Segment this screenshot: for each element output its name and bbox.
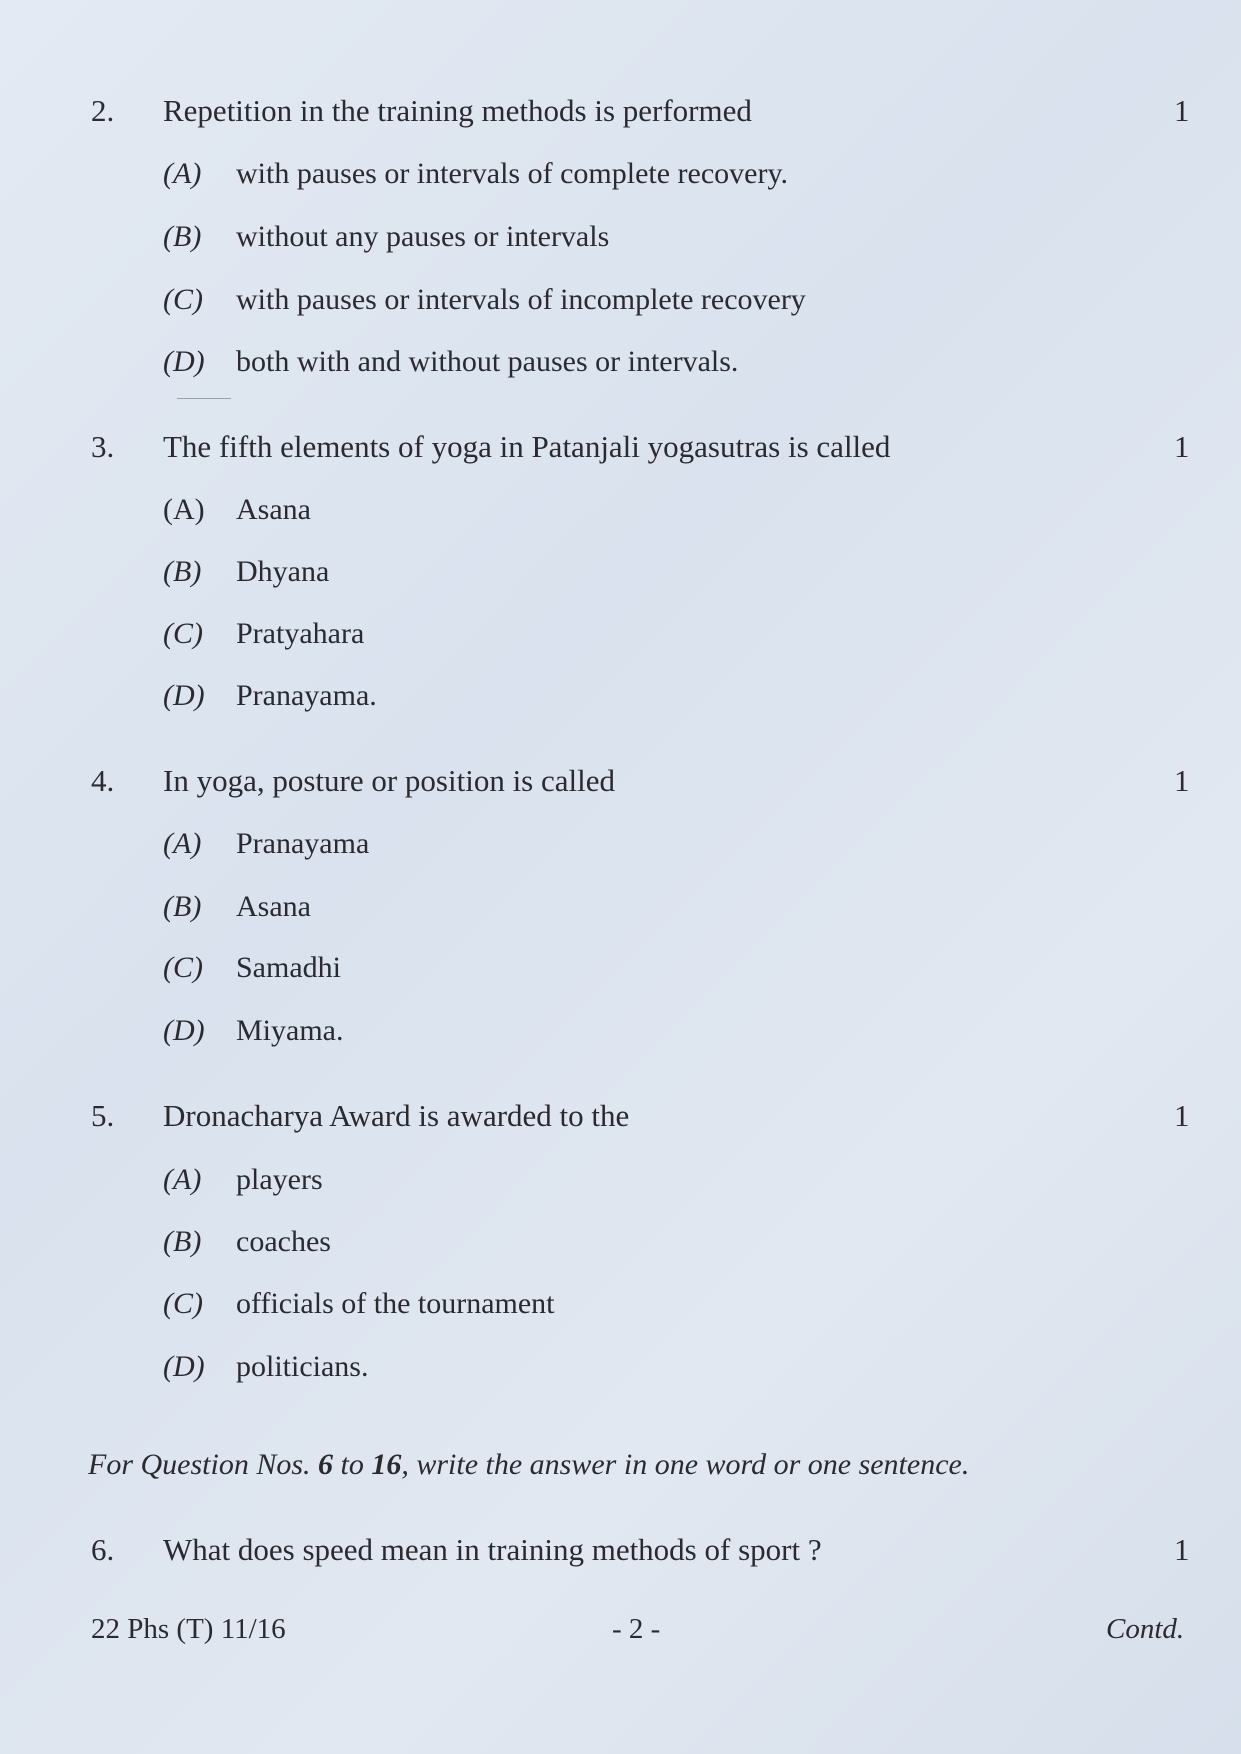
option-label: (B)	[163, 555, 202, 588]
option-text: Pranayama	[236, 827, 370, 860]
option-label: (A)	[163, 1163, 202, 1196]
question-number: 6.	[91, 1532, 115, 1567]
question-number: 5.	[91, 1098, 115, 1133]
option-text: both with and without pauses or intervals.	[236, 345, 739, 378]
option-text: coaches	[236, 1225, 331, 1258]
option-label: (D)	[163, 1350, 205, 1383]
option-text: Asana	[236, 493, 311, 526]
option-label: (C)	[163, 951, 203, 984]
divider	[177, 398, 231, 399]
option-label: (A)	[163, 157, 202, 190]
option-label: (C)	[163, 283, 203, 316]
option-text: Pratyahara	[236, 617, 365, 650]
option-label: (A)	[163, 827, 202, 860]
option-text: with pauses or intervals of incomplete recovery	[236, 283, 806, 316]
paper-code: 22 Phs (T) 11/16	[91, 1613, 286, 1645]
option-text: Dhyana	[236, 555, 330, 588]
instruction-middle: to	[333, 1448, 372, 1481]
option-text: politicians.	[236, 1350, 369, 1383]
section-instruction	[88, 1448, 969, 1482]
option-text: with pauses or intervals of complete recovery.	[236, 157, 789, 190]
question-text: What does speed mean in training methods of sport ?	[163, 1532, 822, 1567]
instruction-prefix: For Question Nos.	[88, 1448, 319, 1481]
instruction-from: 6	[318, 1448, 334, 1481]
option-text: officials of the tournament	[236, 1287, 555, 1320]
question-text: The fifth elements of yoga in Patanjali yogasutras is called	[163, 429, 891, 464]
question-marks: 1	[1174, 763, 1190, 798]
option-text: Pranayama.	[236, 679, 377, 712]
question-text: Dronacharya Award is awarded to the	[163, 1098, 630, 1133]
option-label: (A)	[163, 493, 205, 526]
option-label: (D)	[163, 679, 205, 712]
option-text: without any pauses or intervals	[236, 220, 610, 253]
option-text: Miyama.	[236, 1014, 344, 1047]
question-marks: 1	[1174, 1532, 1190, 1567]
question-marks: 1	[1174, 429, 1190, 464]
page-number: - 2 -	[612, 1613, 661, 1645]
question-marks: 1	[1174, 1098, 1190, 1133]
option-text: Samadhi	[236, 951, 341, 984]
option-text: Asana	[236, 890, 311, 923]
question-text: Repetition in the training methods is performed	[163, 93, 752, 128]
question-number: 3.	[91, 429, 115, 464]
question-text: In yoga, posture or position is called	[163, 763, 615, 798]
instruction-suffix: , write the answer in one word or one sentence.	[401, 1448, 970, 1481]
continued-label: Contd.	[1106, 1613, 1185, 1645]
question-marks: 1	[1174, 93, 1190, 128]
option-label: (B)	[163, 1225, 202, 1258]
option-label: (B)	[163, 890, 202, 923]
question-number: 4.	[91, 763, 115, 798]
option-label: (D)	[163, 345, 205, 378]
option-label: (C)	[163, 617, 203, 650]
option-label: (B)	[163, 220, 202, 253]
instruction-to: 16	[371, 1448, 402, 1481]
question-number: 2.	[91, 93, 115, 128]
option-label: (D)	[163, 1014, 205, 1047]
option-text: players	[236, 1163, 323, 1196]
option-label: (C)	[163, 1287, 203, 1320]
